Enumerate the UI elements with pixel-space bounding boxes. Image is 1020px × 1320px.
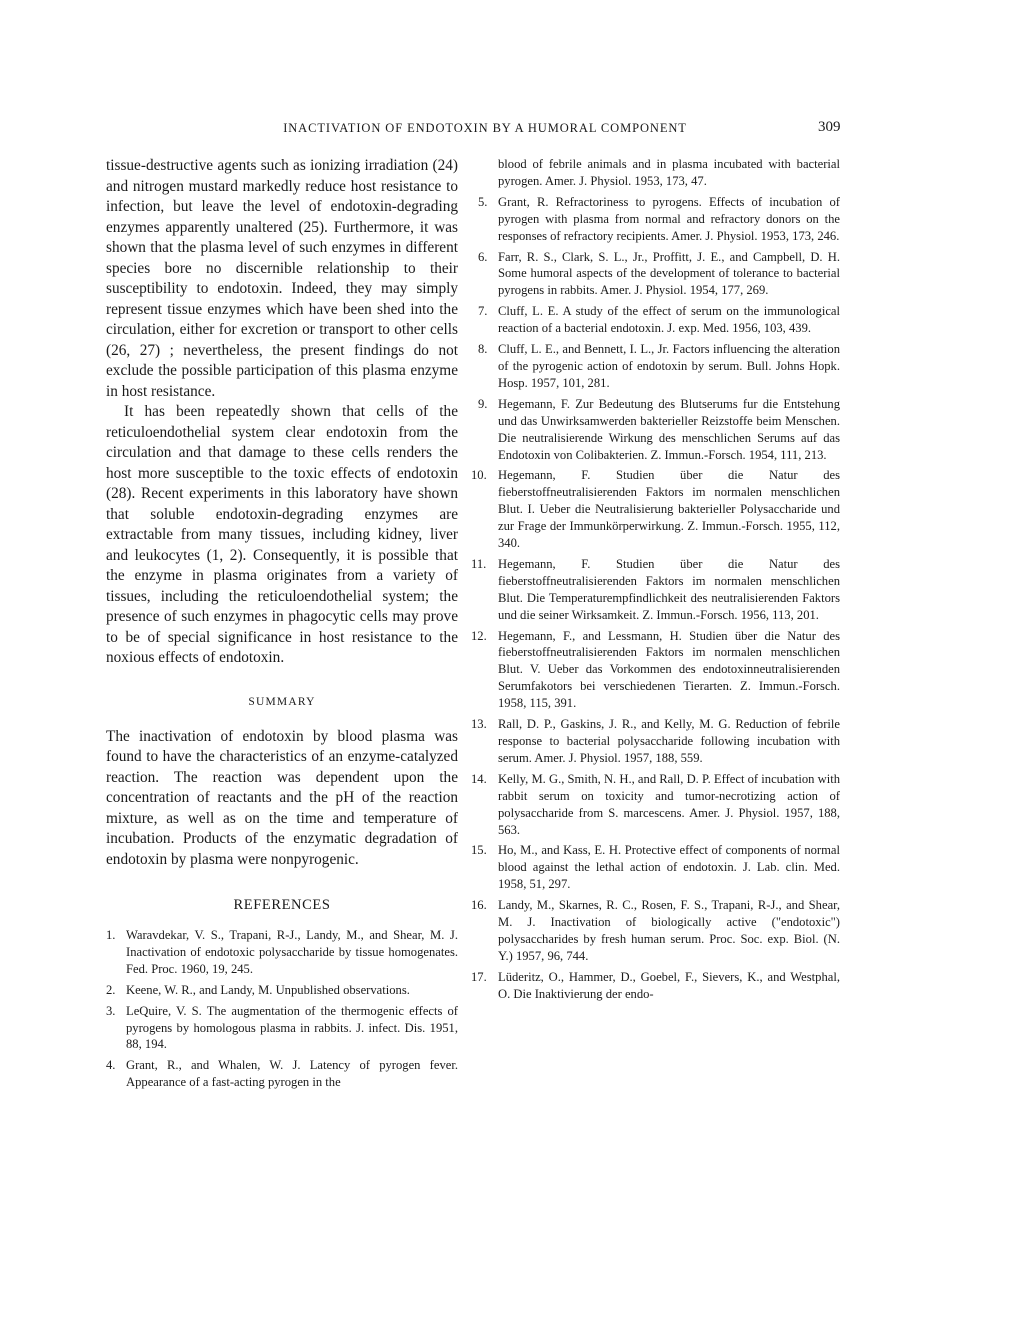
- reference-item: [478, 341, 840, 392]
- reference-number: 6.: [478, 249, 488, 264]
- reference-number: 11.: [471, 556, 487, 571]
- reference-number: 15.: [471, 843, 487, 858]
- reference-text: Kelly, M. G., Smith, N. H., and Rall, D. P. Effect of incubation with rabbit serum on toxicity and tumor-necrotizing action of polysaccharide from S. marcescens. Amer. J. Physiol. 1957, 188, 563.: [498, 771, 840, 837]
- reference-text: blood of febrile animals and in plasma incubated with bacterial pyrogen. Amer. J. Physiol. 1953, 173, 47.: [498, 157, 840, 188]
- reference-number: 1.: [106, 928, 116, 942]
- reference-item: [471, 467, 840, 552]
- reference-number: 4.: [106, 1058, 116, 1073]
- reference-item: [471, 628, 840, 713]
- reference-number: 10.: [471, 468, 487, 483]
- reference-item: [106, 927, 458, 978]
- reference-text: Hegemann, F., and Lessmann, H. Studien über die Natur des fieberstoffneutralisierenden Faktors im normalen menschlichen Blut. V. Ueber das Vorkommen des endotoxinneutralisierenden Serumfakotors bei verschiedenen Tierarten. Z. Immun.-Forsch. 1958, 115, 391.: [498, 628, 840, 711]
- body-text: [106, 156, 458, 669]
- reference-item: [471, 969, 840, 1003]
- reference-number: 3.: [106, 1003, 116, 1018]
- reference-number: 16.: [471, 898, 487, 913]
- reference-item: [478, 303, 840, 337]
- reference-text: Hegemann, F. Studien über die Natur des fieberstoffneutralisierenden Faktors im normalen menschlichen Blut. Die Temperaturempfindlichkeit des neutralisierenden Faktors und die seiner Wirksamkeit. Z. Immun.-Forsch. 1956, 113, 201.: [498, 556, 840, 622]
- reference-item: [471, 771, 840, 839]
- reference-list-left: [106, 927, 458, 1091]
- reference-item: [478, 249, 840, 300]
- reference-number: 13.: [471, 717, 487, 732]
- reference-item: [478, 396, 840, 464]
- reference-text: Hegemann, F. Studien über die Natur des fieberstoffneutralisierenden Faktors im normalen menschlichen Blut. I. Ueber die Neutralisierung bakterieller Polysaccharide und zur Frage der Immunkörperwirkung. Z. Immun.-Forsch. 1955, 112, 340.: [498, 468, 840, 551]
- reference-number: 9.: [478, 396, 488, 411]
- reference-item: [471, 716, 840, 767]
- reference-text: Farr, R. S., Clark, S. L., Jr., Proffitt, J. E., and Campbell, D. H. Some humoral aspects of the development of tolerance to bacterial pyrogens in rabbits. Amer. J. Physiol. 1954, 177, 269.: [498, 249, 840, 298]
- reference-text: Lüderitz, O., Hammer, D., Goebel, F., Sievers, K., and Westphal, O. Die Inaktivierung der endo-: [498, 969, 840, 1001]
- paragraph-1: tissue-destructive agents such as ionizing irradiation (24) and nitrogen mustard markedly reduce host resistance to infection, but leave the level of endotoxin-degrading enzymes apparently unaltered (25). Furthermore, it was shown that the plasma level of such enzymes in different species bore no discernible relationship to their susceptibility to endotoxin. Indeed, they may simply represent tissue enzymes which have been shed into the circulation, either for excretion or transport to other cells (26, 27) ; nevertheless, the present findings do not exclude the possible participation of this plasma enzyme in host resistance.: [106, 157, 458, 400]
- reference-item: [106, 1057, 458, 1091]
- reference-item: [106, 1003, 458, 1054]
- reference-text: Landy, M., Skarnes, R. C., Rosen, F. S., Trapani, R-J., and Shear, M. J. Inactivation of biologically active ("endotoxic") polysaccharides by fresh human serum. Proc. Soc. exp. Biol. (N. Y.) 1957, 96, 744.: [498, 898, 840, 963]
- paragraph-2: It has been repeatedly shown that cells of the reticuloendothelial system clear endotoxin from the circulation and that damage to these cells renders the host more susceptible to the toxic effects of endotoxin (28). Recent experiments in this laboratory have shown that soluble endotoxin-degrading enzymes are extractable from many tissues, including kidney, liver and leukocytes (1, 2). Consequently, it is possible that the enzyme in plasma originates from a variety of tissues, including the reticuloendothelial system; the presence of such enzymes in phagocytic cells may prove to be of special significance in host resistance to the noxious effects of endotoxin.: [106, 403, 458, 666]
- reference-number: 5.: [478, 194, 488, 209]
- reference-text: Grant, R., and Whalen, W. J. Latency of pyrogen fever. Appearance of a fast-acting pyrogen in the: [126, 1058, 458, 1090]
- reference-number: 17.: [471, 969, 487, 984]
- reference-text: Rall, D. P., Gaskins, J. R., and Kelly, M. G. Reduction of febrile response to bacterial polysaccharide following incubation with serum. Amer. J. Physiol. 1957, 188, 559.: [498, 717, 840, 765]
- reference-item: [471, 897, 840, 965]
- summary-section: [106, 727, 458, 871]
- reference-text: Waravdekar, V. S., Trapani, R-J., Landy, M., and Shear, M. J. Inactivation of endotoxic polysaccharide by tissue homogenates. Fed. Proc. 1960, 19, 245.: [126, 928, 458, 976]
- right-column: [471, 156, 840, 1007]
- reference-number: 8.: [478, 342, 488, 357]
- reference-list-right: [471, 156, 840, 1003]
- reference-text: Cluff, L. E. A study of the effect of serum on the immunological reaction of a bacterial endotoxin. J. exp. Med. 1956, 103, 439.: [498, 304, 840, 336]
- reference-text: Hegemann, F. Zur Bedeutung des Blutserums fur die Entstehung und das Unwirksamwerden bakterieller Reizstoffe beim Menschen. Die neutralisierende Wirkung des menschlichen Serums auf das Endotoxin von Colibakterien. Z. Immun.-Forsch. 1954, 111, 213.: [498, 396, 840, 462]
- reference-text: Grant, R. Refractoriness to pyrogens. Effects of incubation of pyrogen with plasma from normal and refractory donors on the responses of refractory recipients. Amer. J. Physiol. 1953, 173, 246.: [498, 194, 840, 243]
- references-heading: REFERENCES: [233, 897, 331, 913]
- left-column: [106, 156, 458, 1095]
- summary-heading: SUMMARY: [248, 695, 316, 708]
- reference-item: [478, 194, 840, 245]
- reference-number: 7.: [478, 304, 488, 319]
- reference-text: Cluff, L. E., and Bennett, I. L., Jr. Factors influencing the alteration of the pyrogenic action of endotoxin by serum. Bull. Johns Hopk. Hosp. 1957, 101, 281.: [498, 342, 840, 390]
- reference-item: [471, 842, 840, 893]
- reference-number: 2.: [106, 982, 116, 997]
- reference-text: LeQuire, V. S. The augmentation of the thermogenic effects of pyrogens by homologous plasma in rabbits. J. infect. Dis. 1951, 88, 194.: [126, 1003, 458, 1052]
- reference-text: Ho, M., and Kass, E. H. Protective effect of components of normal blood against the lethal action of endotoxin. J. Lab. clin. Med. 1958, 51, 297.: [498, 843, 840, 892]
- running-head: INACTIVATION OF ENDOTOXIN BY A HUMORAL COMPONENT: [283, 121, 687, 135]
- reference-number: 12.: [471, 628, 487, 643]
- reference-item: [106, 982, 458, 999]
- reference-continued: [478, 156, 840, 190]
- page-number: 309: [818, 119, 841, 135]
- reference-number: 14.: [471, 771, 487, 786]
- reference-item: [471, 556, 840, 624]
- reference-text: Keene, W. R., and Landy, M. Unpublished observations.: [126, 982, 410, 997]
- summary-text: The inactivation of endotoxin by blood plasma was found to have the characteristics of an enzyme-catalyzed reaction. The reaction was dependent upon the concentration of reactants and the pH of the reaction mixture, as well as on the time and temperature of incubation. Products of the enzymatic degradation of endotoxin by plasma were nonpyrogenic.: [106, 727, 458, 868]
